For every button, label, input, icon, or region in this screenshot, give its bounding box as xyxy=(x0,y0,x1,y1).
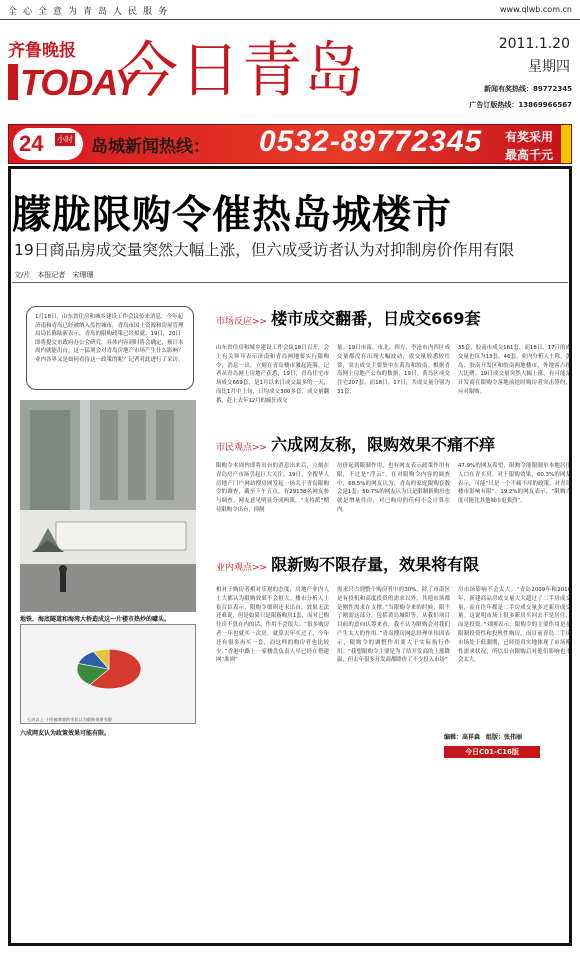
banner-tag-max: 最高千元 xyxy=(504,148,553,162)
hotline-banner xyxy=(8,124,572,164)
section-title: 楼市成交翻番，日成交669套 xyxy=(271,309,481,328)
page-reference: 今日C01-C16版 xyxy=(444,746,540,758)
text-column: 相对于购房者相对乐观的态度，房地产业内人士大都认为限购效果不会很大。楼市分析人士崔召臣表示，限购令细则还未出台，效果无法还难说，但是如果只是限新购房1套，而对已购住房不算在内的话，作用不会很大。“很多购房者一年也就买一次房，就算去年买过了，今年还有很多再买一套，而这样的购房者也比较少。”香港中路上一家楼盘负责人早已经在搭建网“准则” xyxy=(216,587,329,664)
survey-pie-chart xyxy=(21,625,197,725)
logo-seal xyxy=(8,64,18,100)
masthead xyxy=(0,24,580,120)
banner-edge xyxy=(561,125,571,163)
intro-text: 1月18日，山东省住房和城乡建设工作会议传来消息，今年起济南和青岛已经被纳入监控城市，青岛市国土资源和房屋管理局局长陈陆新表示，青岛的限购政策已经拟就。19日，20日即将提交市政府办公会研究，具体内容到时将会确定，预计本周内就能出台。这一猛剂会对青岛房地产市场产生什么影响？业内各界又是如何看待这一政策的呢？记者对此进行了采访。 xyxy=(35,314,184,363)
street-photo-illustration xyxy=(20,400,196,612)
banner-hotline-label: 岛城新闻热线： xyxy=(91,137,210,157)
section-title: 限新购不限存量，效果将有限 xyxy=(271,555,480,574)
section-tag: 市民观点>> xyxy=(216,443,268,453)
text-column: 房市场影响不会太大。“青岛2009年和2010年，新建商品房成交量大大超过了二手房成交量，而在往年都是二手房成交量多过新房成交量。这说明市场上很多新房买回去不是居住，而是投资。”刘刚表示，限购令的主要作用是在限制投资性和投机性购房，而目前青岛二手房市场处于低潮期，已经很真实地体现了市场刚性需求状况，所以出台限购后对他们影响也不会太大。 xyxy=(458,587,571,664)
editor-credits: 编辑：高祥森 组版：张伟丽 xyxy=(444,734,523,741)
section-tag: 市场反应>> xyxy=(216,317,268,327)
banner-24h-badge: 24 xyxy=(13,128,83,160)
banner-tag-prize: 有奖采用 xyxy=(504,130,553,144)
street-photo xyxy=(20,400,196,612)
text-column: 房价起到限制作用，也有网友表示政策作用有限，不过是“浮云”。在对限购令内容的调查中，68.5%的网友认为，青岛的家庭限购套数会是1套；50.7%的网友认为只是限制新购房也就是增量住房，对已购房的任何不会计算在内。 xyxy=(337,463,450,513)
issue-weekday: 星期四 xyxy=(528,59,570,75)
headline: 朦胧限购令催热岛城楼市 xyxy=(12,193,453,238)
section-industry-view-body xyxy=(216,586,571,665)
section-title: 今日青岛 xyxy=(118,36,366,106)
ad-hotline: 广告订版热线：13869966567 xyxy=(469,101,572,109)
today-logo: TODAY xyxy=(20,62,138,103)
section-tag: 业内观点>> xyxy=(216,563,268,573)
text-column: 山东省住房和城乡建设工作会议18日召开，会上有关领导表示济南和青岛两地要实行限购令，消息一出，立刻在青岛楼市激起涟漪。记者从青岛网上房地产获悉，19日，青岛住宅市场成交669套，是1月以来日成交最多的一天，而比1月中上旬，日均成交300多套，成交量翻番，赶上去年12月的疯狂成交 xyxy=(216,345,329,404)
text-column: 47.9%的网友希望，限购令能限制单本地居住人口在青买房。对于限购效果，60.3%的网友表示，可能“只是一个不痛不痒的政策，对青岛楼市影响有限”。19.2%的网友表示，“限购力度可能比其他城市更强烈”。 xyxy=(458,463,571,505)
paper-name: 齐鲁晚报 xyxy=(8,41,76,61)
text-column: 限购令本周内即将出台的消息出来后，立刻在青岛房产市场引起巨大关注。19日，全搜华人房地产门户网站搜房网发起一场关于青岛限购令的调查，截至下午五点，有29138名网友参与调查。网友意见明显分成两派，“支持派”期待限购令出台，抑制 xyxy=(216,463,329,513)
byline: 文/片 本报记者 宋珊珊 xyxy=(14,271,94,279)
section-title: 六成网友称，限购效果不痛不痒 xyxy=(271,435,496,454)
photo-caption: 地铁、海底隧道和海湾大桥造成这一片楼市热炒的噱头。 xyxy=(20,616,171,623)
section-industry-view xyxy=(216,552,479,575)
survey-chart xyxy=(20,624,196,724)
chart-caption: 六成网友认为政策效果可能有限。 xyxy=(20,730,111,737)
chart-note: 七成以上 十所被调查的市民认为限购效果有限 xyxy=(27,717,113,722)
news-hotline: 新闻有奖热线：89772345 xyxy=(484,85,572,93)
intro-box xyxy=(26,306,194,390)
section-market-reaction xyxy=(216,306,481,329)
banner-hotline-number: 0532-89772345 xyxy=(259,125,483,158)
subheadline: 19日商品房成交量突然大幅上涨，但六成受访者认为对抑制房价作用有限 xyxy=(14,241,515,259)
text-column: 需求只占到整个购房者中的30%。除了市南区是有投机和高度投资的需求以外，其他市场都是刚性需求在支撑。”当限购令来的时候，限不了刚需这部分，包括黄岛城阳等，从我们项目目前的意向认筹来看，我不认为限购会对我们产生太大的作用。”青岛搜房网总经理单伟国表示，限购令的调整作用要大于实际执行作用。“我想限购令主要是为了给开发商的上涨降温，但去年很多开发商都降价了不少投入市场” xyxy=(337,587,450,664)
text-column: 量。19日市南、市北、四方、李沧市内四区成交量都没有出现大幅波动，成交量较悉较往常，突击成交主要集中在黄岛和胶南。根据青岛网上房地产公布的数据，19日，黄岛区成交住宅207套，而18日、17日，共成交量分别为31套、 xyxy=(337,345,450,395)
section-market-reaction-body xyxy=(216,344,571,406)
issue-date: 2011.1.20 xyxy=(498,36,570,52)
slogan: 全心全意为青岛人民服务 xyxy=(8,7,174,17)
section-public-view xyxy=(216,432,495,455)
banner-hours-label: 小时 xyxy=(57,135,73,144)
section-public-view-body xyxy=(216,462,571,515)
text-column: 35套，胶南市成交161套，而18日、17日的成交量也仅为13套、46套。业内分析人士称，黄岛、胶南开发区和胶南两地楼市，外地客占很大比例。19日成交量突然大幅上涨，有可能是开发商在限购令落地前抢时购房者突击签约，应对限购。 xyxy=(458,345,571,395)
headline-divider xyxy=(12,282,568,283)
site-url[interactable]: www.qlwb.com.cn xyxy=(500,5,572,14)
top-strip xyxy=(0,0,580,20)
